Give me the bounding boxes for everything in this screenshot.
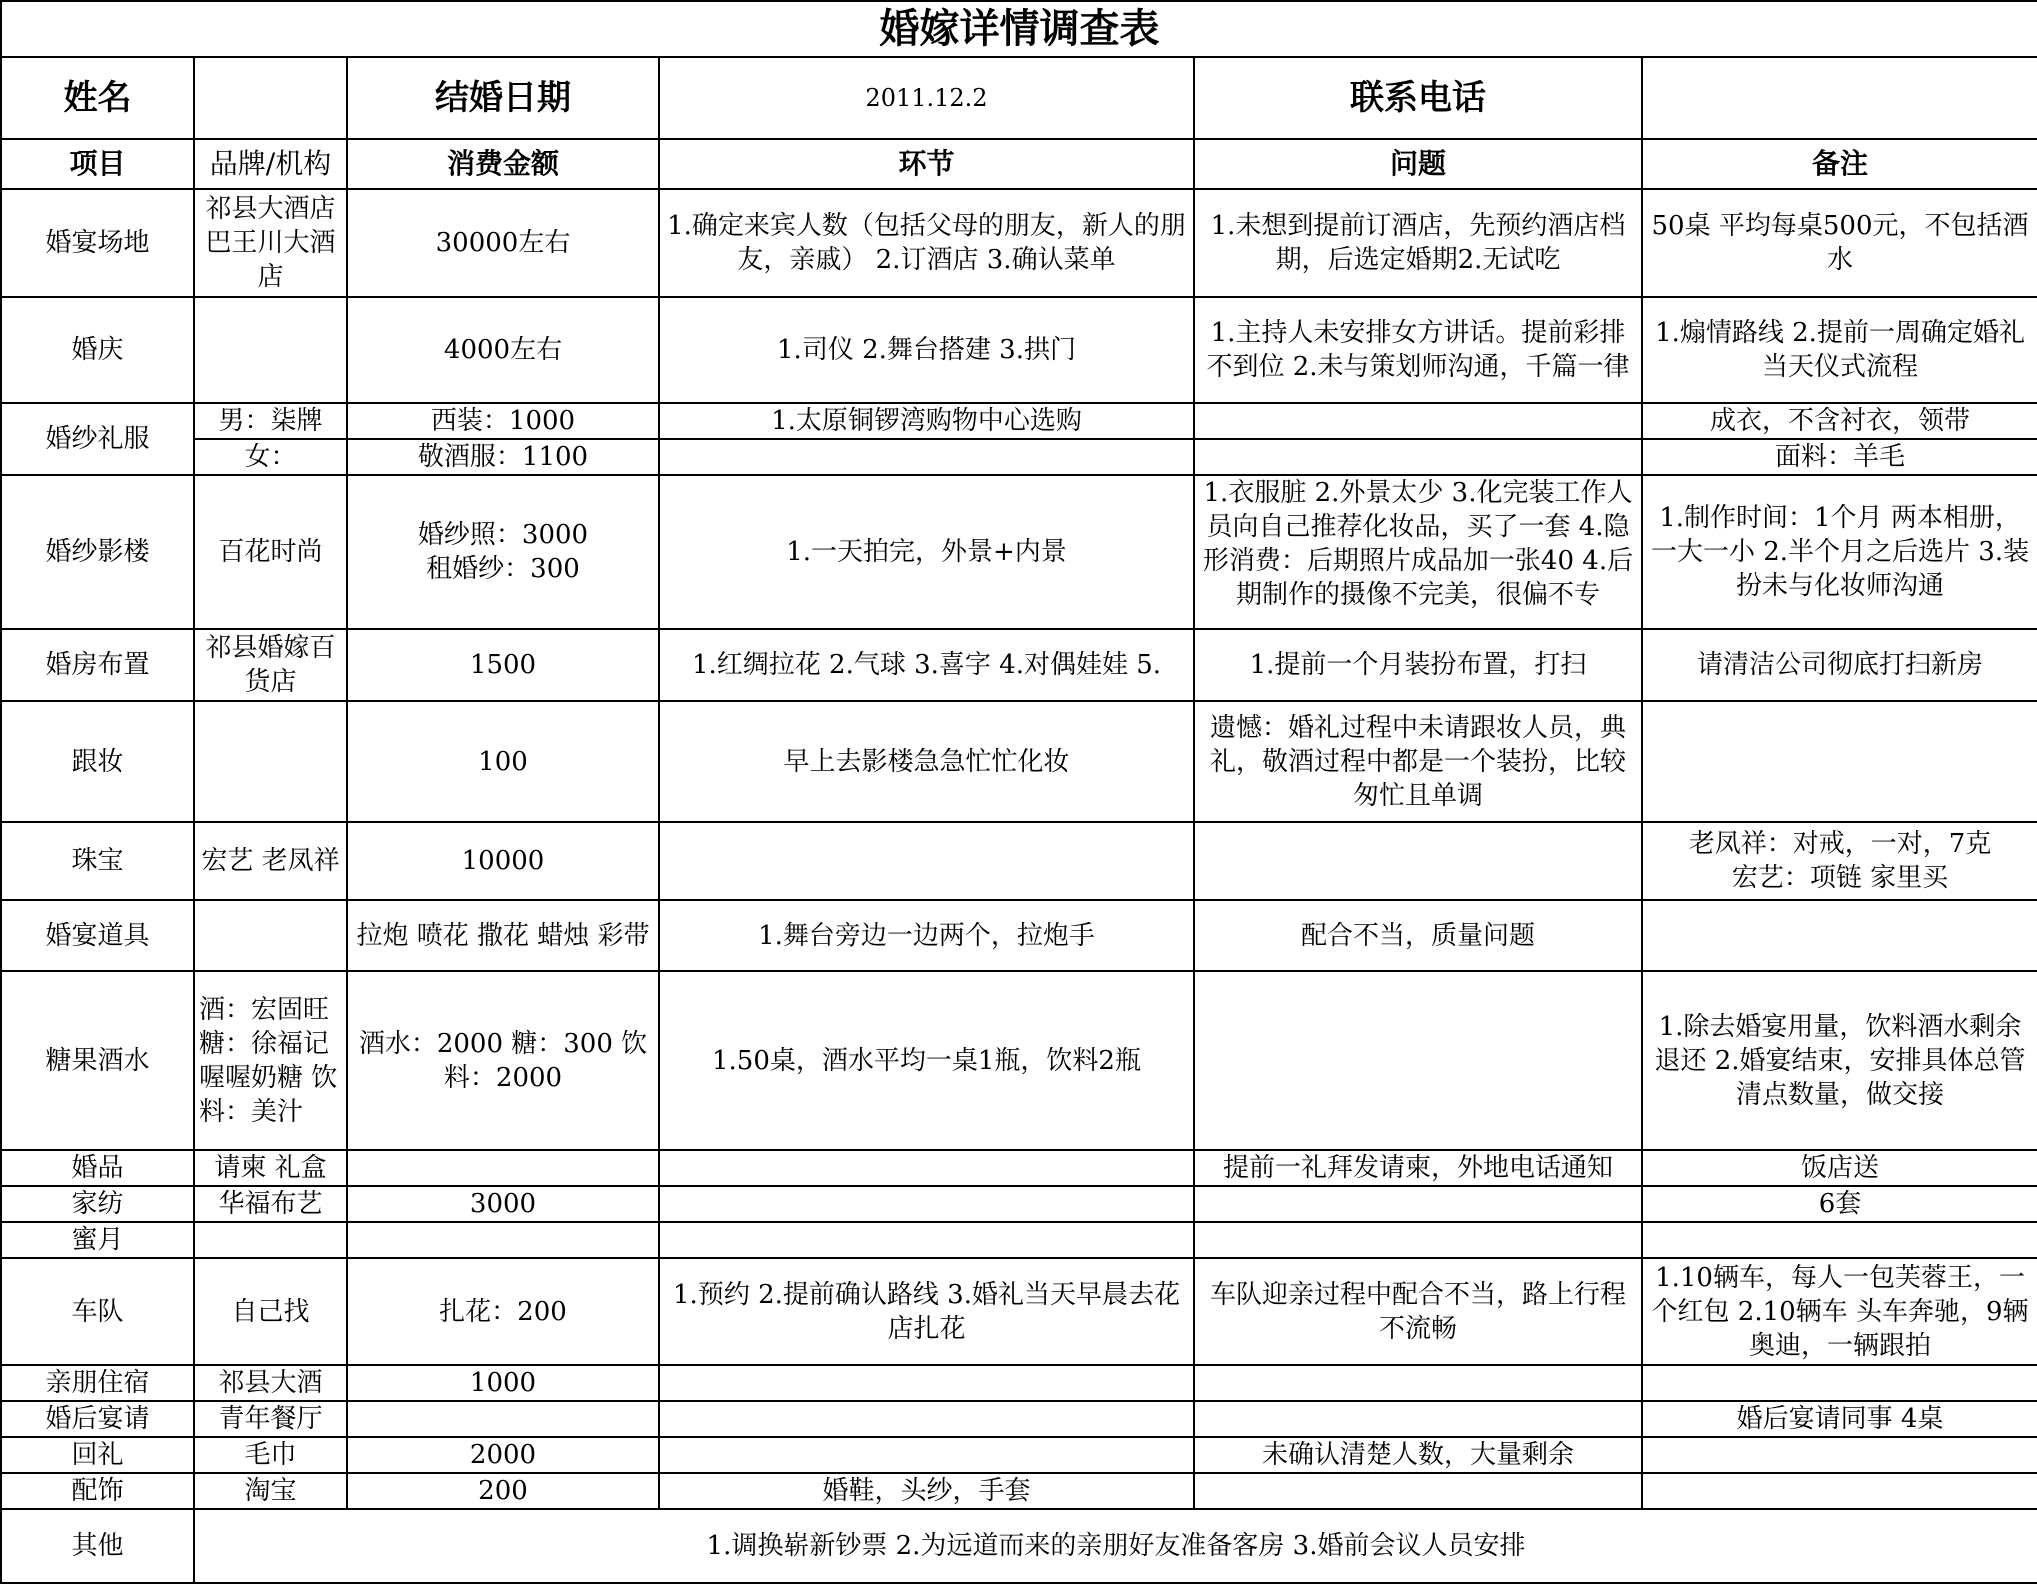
- cell-item: 配饰: [1, 1473, 194, 1509]
- cell-brand: 毛巾: [194, 1437, 347, 1473]
- cell-brand: 宏艺 老凤祥: [194, 822, 347, 900]
- cell-step: 1.红绸拉花 2.气球 3.喜字 4.对偶娃娃 5.: [659, 629, 1194, 701]
- name-value[interactable]: [194, 57, 347, 139]
- info-row: [1, 57, 2037, 139]
- cell-brand: 淘宝: [194, 1473, 347, 1509]
- cell-problem: [1194, 1401, 1642, 1437]
- cell-brand: 祁县大酒店 巴王川大酒店: [194, 189, 347, 297]
- cell-step: [659, 439, 1194, 475]
- cell-brand: 自己找: [194, 1258, 347, 1365]
- cell-problem: [1194, 1365, 1642, 1401]
- col-header-item: 项目: [1, 139, 194, 189]
- cell-remark: 1.10辆车，每人一包芙蓉王，一个红包 2.10辆车 头车奔驰，9辆奥迪，一辆跟拍: [1642, 1258, 2037, 1365]
- cell-amount: 3000: [347, 1186, 659, 1222]
- cell-step: 1.50桌，酒水平均一桌1瓶，饮料2瓶: [659, 971, 1194, 1150]
- title-row: [1, 1, 2037, 57]
- cell-problem: 遗憾：婚礼过程中未请跟妆人员，典礼，敬酒过程中都是一个装扮，比较匆忙且单调: [1194, 701, 1642, 822]
- cell-brand: [194, 701, 347, 822]
- table-row: [1, 189, 2037, 297]
- table-row: [1, 297, 2037, 403]
- table-row: [1, 1473, 2037, 1509]
- table-row: [1, 1401, 2037, 1437]
- cell-amount: 30000左右: [347, 189, 659, 297]
- cell-remark: [1642, 701, 2037, 822]
- table-row: [1, 1258, 2037, 1365]
- cell-item: 蜜月: [1, 1222, 194, 1258]
- cell-remark: [1642, 1365, 2037, 1401]
- cell-amount: 100: [347, 701, 659, 822]
- column-header-row: [1, 139, 2037, 189]
- other-value: 1.调换崭新钞票 2.为远道而来的亲朋好友准备客房 3.婚前会议人员安排: [194, 1509, 2037, 1583]
- cell-item: 婚宴道具: [1, 900, 194, 971]
- cell-problem: [1194, 971, 1642, 1150]
- cell-remark: [1642, 900, 2037, 971]
- cell-amount: [347, 1150, 659, 1186]
- cell-item: 回礼: [1, 1437, 194, 1473]
- col-header-step: 环节: [659, 139, 1194, 189]
- table-row: [1, 1150, 2037, 1186]
- cell-amount: 酒水：2000 糖：300 饮料：2000: [347, 971, 659, 1150]
- cell-step: 婚鞋，头纱，手套: [659, 1473, 1194, 1509]
- cell-problem: 车队迎亲过程中配合不当，路上行程不流畅: [1194, 1258, 1642, 1365]
- cell-brand: [194, 900, 347, 971]
- table-row: [1, 1186, 2037, 1222]
- cell-step: 早上去影楼急急忙忙化妆: [659, 701, 1194, 822]
- cell-step: [659, 1186, 1194, 1222]
- cell-problem: 1.衣服脏 2.外景太少 3.化完装工作人员向自己推荐化妆品，买了一套 4.隐形消费：后期照片成品加一张40 4.后期制作的摄像不完美，很偏不专: [1194, 475, 1642, 629]
- table-row: [1, 1365, 2037, 1401]
- table-row: [1, 900, 2037, 971]
- cell-amount: 1500: [347, 629, 659, 701]
- cell-step: [659, 1401, 1194, 1437]
- cell-item: 婚品: [1, 1150, 194, 1186]
- cell-problem: [1194, 403, 1642, 439]
- cell-problem: [1194, 1186, 1642, 1222]
- cell-item: 珠宝: [1, 822, 194, 900]
- cell-remark: 面料：羊毛: [1642, 439, 2037, 475]
- cell-remark: 饭店送: [1642, 1150, 2037, 1186]
- cell-item: 婚房布置: [1, 629, 194, 701]
- cell-problem: 提前一礼拜发请柬，外地电话通知: [1194, 1150, 1642, 1186]
- cell-amount: 拉炮 喷花 撒花 蜡烛 彩带: [347, 900, 659, 971]
- table-row: [1, 629, 2037, 701]
- cell-amount: 2000: [347, 1437, 659, 1473]
- cell-amount: 婚纱照：3000 租婚纱：300: [347, 475, 659, 629]
- cell-problem: [1194, 822, 1642, 900]
- cell-brand: 百花时尚: [194, 475, 347, 629]
- table-row: [1, 822, 2037, 900]
- cell-problem: 1.未想到提前订酒店，先预约酒店档期，后选定婚期2.无试吃: [1194, 189, 1642, 297]
- table-row: [1, 701, 2037, 822]
- cell-amount: 敬酒服：1100: [347, 439, 659, 475]
- cell-step: 1.一天拍完，外景+内景: [659, 475, 1194, 629]
- cell-remark: 1.制作时间：1个月 两本相册，一大一小 2.半个月之后选片 3.装扮未与化妆师沟通: [1642, 475, 2037, 629]
- cell-problem: [1194, 439, 1642, 475]
- cell-step: 1.司仪 2.舞台搭建 3.拱门: [659, 297, 1194, 403]
- cell-remark: 1.煽情路线 2.提前一周确定婚礼当天仪式流程: [1642, 297, 2037, 403]
- cell-brand: 青年餐厅: [194, 1401, 347, 1437]
- cell-amount: 4000左右: [347, 297, 659, 403]
- other-label: 其他: [1, 1509, 194, 1583]
- cell-item: 婚庆: [1, 297, 194, 403]
- wedding-date-value[interactable]: 2011.12.2: [659, 57, 1194, 139]
- cell-problem: 1.主持人未安排女方讲话。提前彩排不到位 2.未与策划师沟通，千篇一律: [1194, 297, 1642, 403]
- cell-problem: [1194, 1222, 1642, 1258]
- cell-step: [659, 1437, 1194, 1473]
- cell-item: 亲朋住宿: [1, 1365, 194, 1401]
- cell-brand: 祁县婚嫁百货店: [194, 629, 347, 701]
- cell-brand: 华福布艺: [194, 1186, 347, 1222]
- cell-problem: [1194, 1473, 1642, 1509]
- table-row: [1, 475, 2037, 629]
- cell-amount: 扎花：200: [347, 1258, 659, 1365]
- cell-brand: 酒：宏固旺 糖：徐福记 喔喔奶糖 饮料：美汁: [194, 971, 347, 1150]
- cell-problem: 未确认清楚人数，大量剩余: [1194, 1437, 1642, 1473]
- cell-brand: 女：: [194, 439, 347, 475]
- cell-amount: [347, 1222, 659, 1258]
- cell-brand: [194, 297, 347, 403]
- cell-amount: 200: [347, 1473, 659, 1509]
- cell-remark: [1642, 1473, 2037, 1509]
- cell-problem: 配合不当，质量问题: [1194, 900, 1642, 971]
- cell-item: 车队: [1, 1258, 194, 1365]
- cell-step: 1.舞台旁边一边两个，拉炮手: [659, 900, 1194, 971]
- cell-remark: 6套: [1642, 1186, 2037, 1222]
- cell-item: 婚纱礼服: [1, 403, 194, 475]
- table-row: [1, 971, 2037, 1150]
- cell-step: 1.确定来宾人数（包括父母的朋友，新人的朋友，亲戚） 2.订酒店 3.确认菜单: [659, 189, 1194, 297]
- cell-item: 跟妆: [1, 701, 194, 822]
- cell-remark: 成衣，不含衬衣，领带: [1642, 403, 2037, 439]
- table-row: [1, 403, 2037, 439]
- cell-amount: 10000: [347, 822, 659, 900]
- cell-remark: 老凤祥：对戒，一对，7克 宏艺：项链 家里买: [1642, 822, 2037, 900]
- cell-remark: 请清洁公司彻底打扫新房: [1642, 629, 2037, 701]
- cell-amount: [347, 1401, 659, 1437]
- cell-item: 家纺: [1, 1186, 194, 1222]
- cell-brand: [194, 1222, 347, 1258]
- cell-step: 1.预约 2.提前确认路线 3.婚礼当天早晨去花店扎花: [659, 1258, 1194, 1365]
- other-row: [1, 1509, 2037, 1583]
- cell-brand: 男：柒牌: [194, 403, 347, 439]
- cell-remark: [1642, 1222, 2037, 1258]
- cell-step: [659, 1150, 1194, 1186]
- cell-brand: 祁县大酒: [194, 1365, 347, 1401]
- cell-remark: 婚后宴请同事 4桌: [1642, 1401, 2037, 1437]
- table-row: [1, 1222, 2037, 1258]
- name-label: 姓名: [1, 57, 194, 139]
- cell-item: 糖果酒水: [1, 971, 194, 1150]
- cell-step: [659, 822, 1194, 900]
- phone-value[interactable]: [1642, 57, 2037, 139]
- sheet-title: 婚嫁详情调查表: [1, 1, 2037, 57]
- cell-remark: 50桌 平均每桌500元，不包括酒水: [1642, 189, 2037, 297]
- cell-step: [659, 1222, 1194, 1258]
- col-header-amount: 消费金额: [347, 139, 659, 189]
- cell-step: 1.太原铜锣湾购物中心选购: [659, 403, 1194, 439]
- cell-problem: 1.提前一个月装扮布置，打扫: [1194, 629, 1642, 701]
- wedding-date-label: 结婚日期: [347, 57, 659, 139]
- cell-remark: 1.除去婚宴用量，饮料酒水剩余退还 2.婚宴结束，安排具体总管清点数量，做交接: [1642, 971, 2037, 1150]
- cell-amount: 西装：1000: [347, 403, 659, 439]
- col-header-remark: 备注: [1642, 139, 2037, 189]
- cell-step: [659, 1365, 1194, 1401]
- cell-item: 婚纱影楼: [1, 475, 194, 629]
- table-row: [1, 1437, 2037, 1473]
- cell-item: 婚宴场地: [1, 189, 194, 297]
- col-header-problem: 问题: [1194, 139, 1642, 189]
- phone-label: 联系电话: [1194, 57, 1642, 139]
- col-header-brand: 品牌/机构: [194, 139, 347, 189]
- cell-amount: 1000: [347, 1365, 659, 1401]
- table-row: [1, 439, 2037, 475]
- cell-item: 婚后宴请: [1, 1401, 194, 1437]
- cell-brand: 请柬 礼盒: [194, 1150, 347, 1186]
- cell-remark: [1642, 1437, 2037, 1473]
